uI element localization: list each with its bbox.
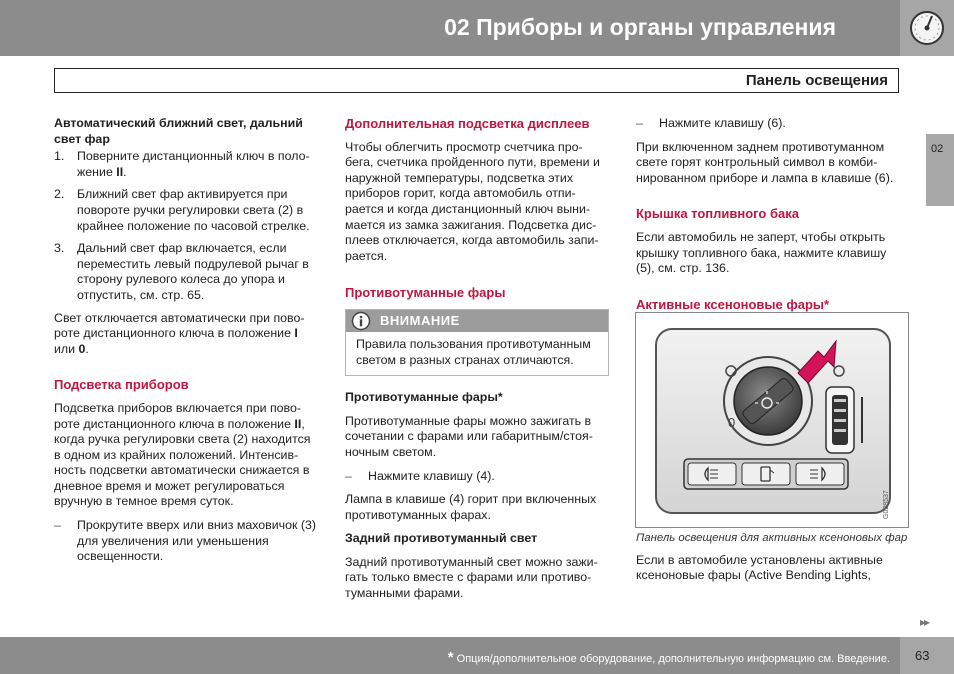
subheading-rear-fog: Задний противотуманный свет [345,531,538,546]
paragraph: Чтобы облегчить просмотр счетчика про-бега, счетчика пройденного пути, времени и наружной температуры, подсветка этих приборов горит, когда автомобиль отпи-рается и когда дистанционный ключ выни-мается из замка зажигания. Подсветка дис-плеев отключается, когда автомобиль запи-рается. [345,139,600,263]
paragraph: Подсветка приборов включается при пово-роте дистанционного ключа в положение II, когда ручка регулировки света (2) находится в одном из крайних положений. Интенсив-ность подсветки автоматически снижается в дневное время и может регулироваться вручную в темное время суток. [54,400,311,509]
figure-caption: Панель освещения для активных ксеноновых фар [636,532,908,544]
dash-item: – Прокрутите вверх или вниз маховичок (3) для увеличения или уменьшения освещенности. [54,518,317,564]
heading-fuel-cap: Крышка топливного бака [636,206,799,222]
page-number: 63 [915,648,930,663]
paragraph: Лампа в клавише (4) горит при включенных противотуманных фарах. [345,492,597,522]
section-header [54,68,899,93]
paragraph: Свет отключается автоматически при пово-роте дистанционного ключа в положение I или 0. [54,310,305,356]
paragraph: Задний противотуманный свет можно зажи-гать только вместе с фарами или противо-туманными фарами. [345,554,598,601]
figure-code: G028537 [883,490,890,519]
footer-bar [0,637,900,674]
list-item: 3. Дальний свет фар включается, если переместить левый подрулевой рычаг в сторону рулевого колеса до упора и отпустить, см. стр. 65. [54,241,309,302]
footer-note: * Опция/дополнительное оборудование, дополнительную информацию см. Введение. [447,649,890,666]
list-item: 1. Поверните дистанционный ключ в поло-жение II. [54,149,310,179]
lighting-panel-figure [635,312,909,528]
warning-box [345,309,609,376]
warning-title: ВНИМАНИЕ [380,312,460,328]
dash-item: – Нажмите клавишу (6). [636,116,786,130]
column-2 [345,116,609,610]
page-number-box [900,637,954,674]
section-title: Панель освещения [745,72,888,89]
paragraph: Противотуманные фары можно зажигать в сочетании с фарами или габаритным/стоя-ночным светом. [345,413,593,459]
speedometer-icon [908,9,946,47]
chapter-title: 02 Приборы и органы управления [444,14,836,40]
info-icon [350,311,372,331]
header-bar [0,0,900,56]
column-1 [54,116,320,572]
heading-display-lighting: Дополнительная подсветка дисплеев [345,116,590,131]
heading-active-xenon: Активные ксеноновые фары* [636,296,830,312]
next-page-arrows-icon: ▸▸ [920,615,929,629]
paragraph: Если автомобиль не заперт, чтобы открыть крышку топливного бака, нажмите клавишу (5), см. стр. 136. [636,229,887,276]
list-item: 2. Ближний свет фар активируется при повороте ручки регулировки света (2) в крайнее положение по часовой стрелке. [54,187,310,233]
heading-instrument-lighting: Подсветка приборов [54,377,189,393]
chapter-side-tab: 02 [926,134,954,206]
dash-item: – Нажмите клавишу (4). [345,468,495,483]
warning-text: Правила пользования противотуманным светом в разных странах отличаются. [356,336,591,367]
subheading-fog-lights: Противотуманные фары* [345,390,503,405]
column-3-lower [636,532,908,592]
warning-header [346,310,608,332]
column-3 [636,116,908,320]
paragraph: При включенном заднем противотуманном свете горят контрольный символ в комби-нированном приборе и лампа в клавише (6). [636,139,894,185]
knob-label-zero: 0 [728,415,736,430]
lighting-panel-illustration [636,313,908,527]
paragraph: Если в автомобиле установлены активные ксеноновые фары (Active Bending Lights, [636,552,883,583]
heading-auto-lights: Автоматический ближний свет, дальний свет фар [54,116,303,146]
heading-fog-lights: Противотуманные фары [345,285,506,301]
header-icon-box [900,0,954,56]
